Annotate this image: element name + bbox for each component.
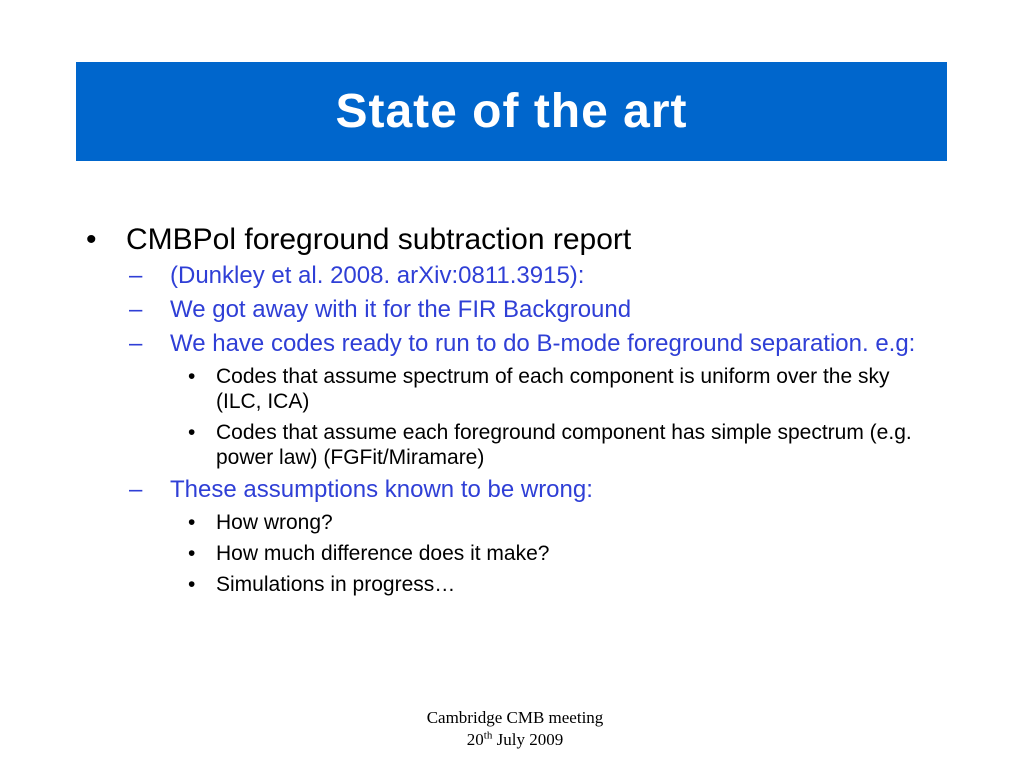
dash-marker: – <box>129 262 143 289</box>
bullet-text: Codes that assume spectrum of each component is uniform over the sky (ILC, ICA) <box>216 365 890 413</box>
bullet-level3 <box>188 364 926 414</box>
dash-marker: – <box>129 476 143 503</box>
slide-title: State of the art <box>335 85 688 138</box>
bullet-marker: • <box>188 421 196 444</box>
bullet-text: We have codes ready to run to do B-mode foreground separation. e.g: <box>170 330 916 357</box>
bullet-level3 <box>188 420 926 470</box>
bullet-level2 <box>126 262 926 290</box>
bullet-marker: • <box>188 511 196 534</box>
bullet-text: Simulations in progress… <box>216 573 456 596</box>
bullet-level1 <box>86 222 926 258</box>
bullet-level3 <box>188 572 926 597</box>
bullet-text: (Dunkley et al. 2008. arXiv:0811.3915): <box>170 262 585 289</box>
bullet-level3 <box>188 541 926 566</box>
footer-event: Cambridge CMB meeting <box>426 708 604 727</box>
bullet-marker: • <box>188 573 196 596</box>
bullet-text: We got away with it for the FIR Background <box>170 296 632 323</box>
slide-body <box>86 222 926 603</box>
bullet-marker: • <box>188 365 196 388</box>
footer-day: 20 <box>466 730 484 749</box>
bullet-level2 <box>126 476 926 504</box>
dash-marker: – <box>129 330 143 357</box>
footer-day-suffix: th <box>483 729 493 742</box>
title-bar <box>76 62 947 161</box>
bullet-marker: • <box>86 223 97 256</box>
dash-marker: – <box>129 296 143 323</box>
footer-date <box>370 729 660 751</box>
bullet-text: CMBPol foreground subtraction report <box>126 223 632 256</box>
bullet-marker: • <box>188 542 196 565</box>
bullet-text: How much difference does it make? <box>216 542 550 565</box>
footer-month-year: July 2009 <box>496 730 564 749</box>
bullet-level2 <box>126 330 926 358</box>
slide-footer <box>370 707 660 751</box>
bullet-level3 <box>188 510 926 535</box>
bullet-level2 <box>126 296 926 324</box>
bullet-text: How wrong? <box>216 511 333 534</box>
bullet-text: These assumptions known to be wrong: <box>170 476 593 503</box>
bullet-text: Codes that assume each foreground component has simple spectrum (e.g. power law) (FGFit/Miramare) <box>216 421 912 469</box>
